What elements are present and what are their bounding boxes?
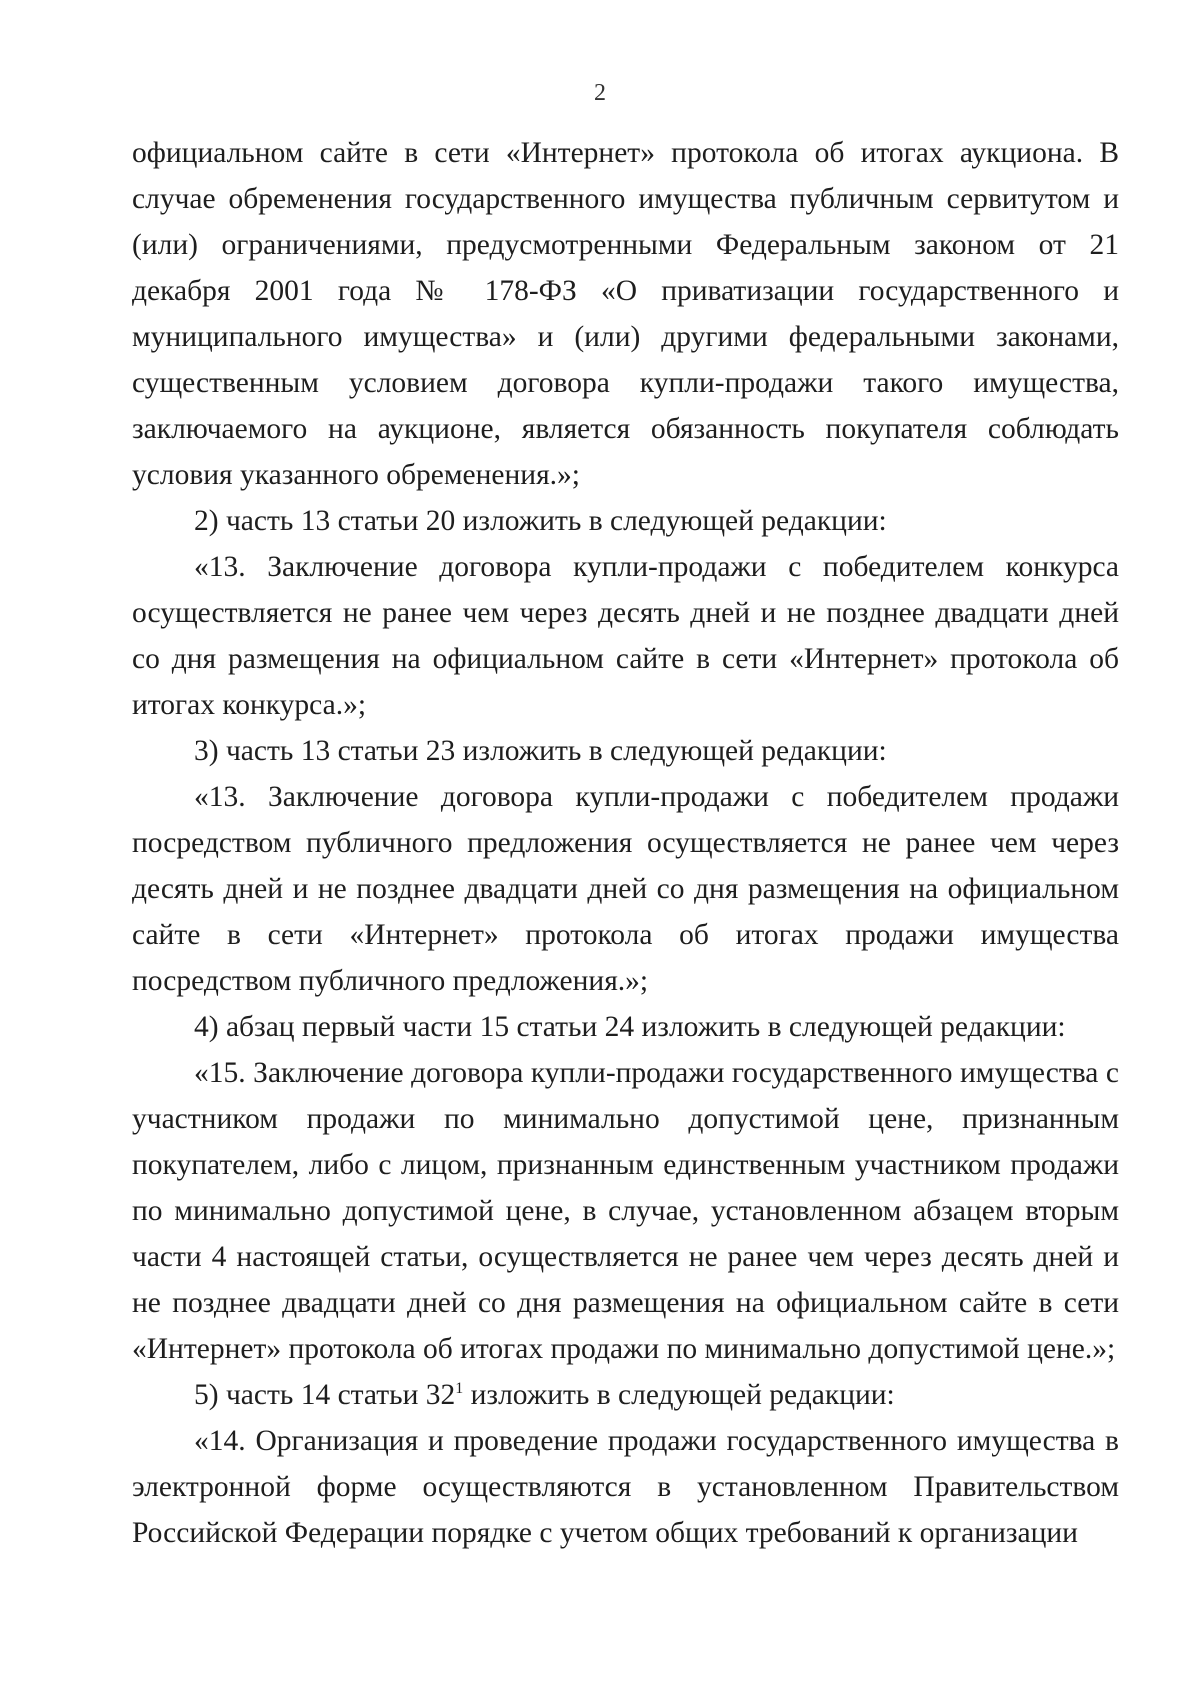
list-item-4: 4) абзац первый части 15 статьи 24 изложить в следующей редакции: <box>194 1011 1066 1043</box>
list-item-2: 2) часть 13 статьи 20 изложить в следующей редакции: <box>194 505 887 537</box>
list-item-5-text-before: 5) часть 14 статьи 32 <box>194 1379 456 1411</box>
quoted-text-article-20: «13. Заключение договора купли-продажи с победителем конкурса осуществляется не ранее чем через десять дней и не позднее двадцати дней со дня размещения на официальном сайте в сети «Интернет» протокола об итогах конкурса.»; <box>132 551 1119 721</box>
document-body <box>132 130 1119 1556</box>
quoted-text-article-24: «15. Заключение договора купли-продажи государственного имущества с участником продажи по минимально допустимой цене, признанным покупателем, либо с лицом, признанным единственным участником продажи по минимально допустимой цене, в случае, установленном абзацем вторым части 4 настоящей статьи, осуществляется не ранее чем через десять дней и не позднее двадцати дней со дня размещения на официальном сайте в сети «Интернет» протокола об итогах продажи по минимально допустимой цене.»; <box>132 1057 1119 1365</box>
list-item-3: 3) часть 13 статьи 23 изложить в следующей редакции: <box>194 735 887 767</box>
paragraph-continuation: официальном сайте в сети «Интернет» протокола об итогах аукциона. В случае обременения государственного имущества публичным сервитутом и (или) ограничениями, предусмотренными Федеральным законом от 21 декабря 2001 года № 178-ФЗ «О приватизации государственного и муниципального имущества» и (или) другими федеральными законами, существенным условием договора купли-продажи такого имущества, заключаемого на аукционе, является обязанность покупателя соблюдать условия указанного обременения.»; <box>132 137 1119 491</box>
list-item-5-text-after: изложить в следующей редакции: <box>463 1379 895 1411</box>
quoted-text-article-23: «13. Заключение договора купли-продажи с победителем продажи посредством публичного предложения осуществляется не ранее чем через десять дней и не позднее двадцати дней со дня размещения на официальном сайте в сети «Интернет» протокола об итогах продажи имущества посредством публичного предложения.»; <box>132 781 1119 997</box>
list-item-5 <box>132 1372 1119 1418</box>
article-superscript: 1 <box>455 1380 464 1398</box>
page-number: 2 <box>594 80 606 106</box>
quoted-text-article-32-1: «14. Организация и проведение продажи государственного имущества в электронной форме осуществляются в установленном Правительством Российской Федерации порядке с учетом общих требований к организации <box>132 1425 1119 1549</box>
